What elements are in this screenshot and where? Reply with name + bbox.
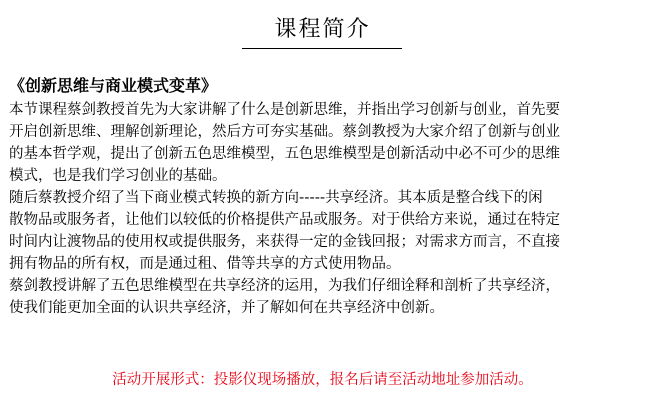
text-line: 本节课程蔡剑教授首先为大家讲解了什么是创新思维，并指出学习创新与创业，首先要: [9, 102, 560, 118]
course-title: 《创新思维与商业模式变革》: [9, 76, 218, 95]
page-header: [0, 16, 645, 44]
text-line: 随后蔡教授介绍了当下商业模式转换的新方向-----共享经济。其本质是整合线下的闲: [9, 190, 543, 206]
paragraph-sharing-economy: [9, 187, 639, 275]
text-line: 开启创新思维、理解创新理论，然后方可夯实基础。蔡剑教授为大家介绍了创新与创业: [9, 124, 560, 140]
text-line: 蔡剑教授讲解了五色思维模型在共享经济的运用，为我们仔细诠释和剖析了共享经济，: [9, 278, 560, 294]
text-line: 散物品或服务者，让他们以较低的价格提供产品或服务。对于供给方来说，通过在特定: [9, 212, 560, 228]
text-line: 拥有物品的所有权，而是通过租、借等共享的方式使用物品。: [9, 256, 401, 272]
text-line: 的基本哲学观，提出了创新五色思维模型，五色思维模型是创新活动中必不可少的思维: [9, 146, 560, 162]
page-title: 课程简介: [274, 17, 371, 42]
text-line: 时间内让渡物品的使用权或提供服务，来获得一定的金钱回报；对需求方而言，不直接: [9, 234, 560, 250]
title-underline: [242, 48, 402, 49]
activity-notice: 活动开展形式：投影仪现场播放，报名后请至活动地址参加活动。: [112, 372, 533, 388]
paragraph-application: [9, 275, 639, 319]
text-line: 模式，也是我们学习创业的基础。: [9, 168, 227, 184]
paragraph-intro: [9, 99, 639, 187]
text-line: 使我们能更加全面的认识共享经济，并了解如何在共享经济中创新。: [9, 300, 444, 316]
course-intro: [9, 75, 639, 319]
